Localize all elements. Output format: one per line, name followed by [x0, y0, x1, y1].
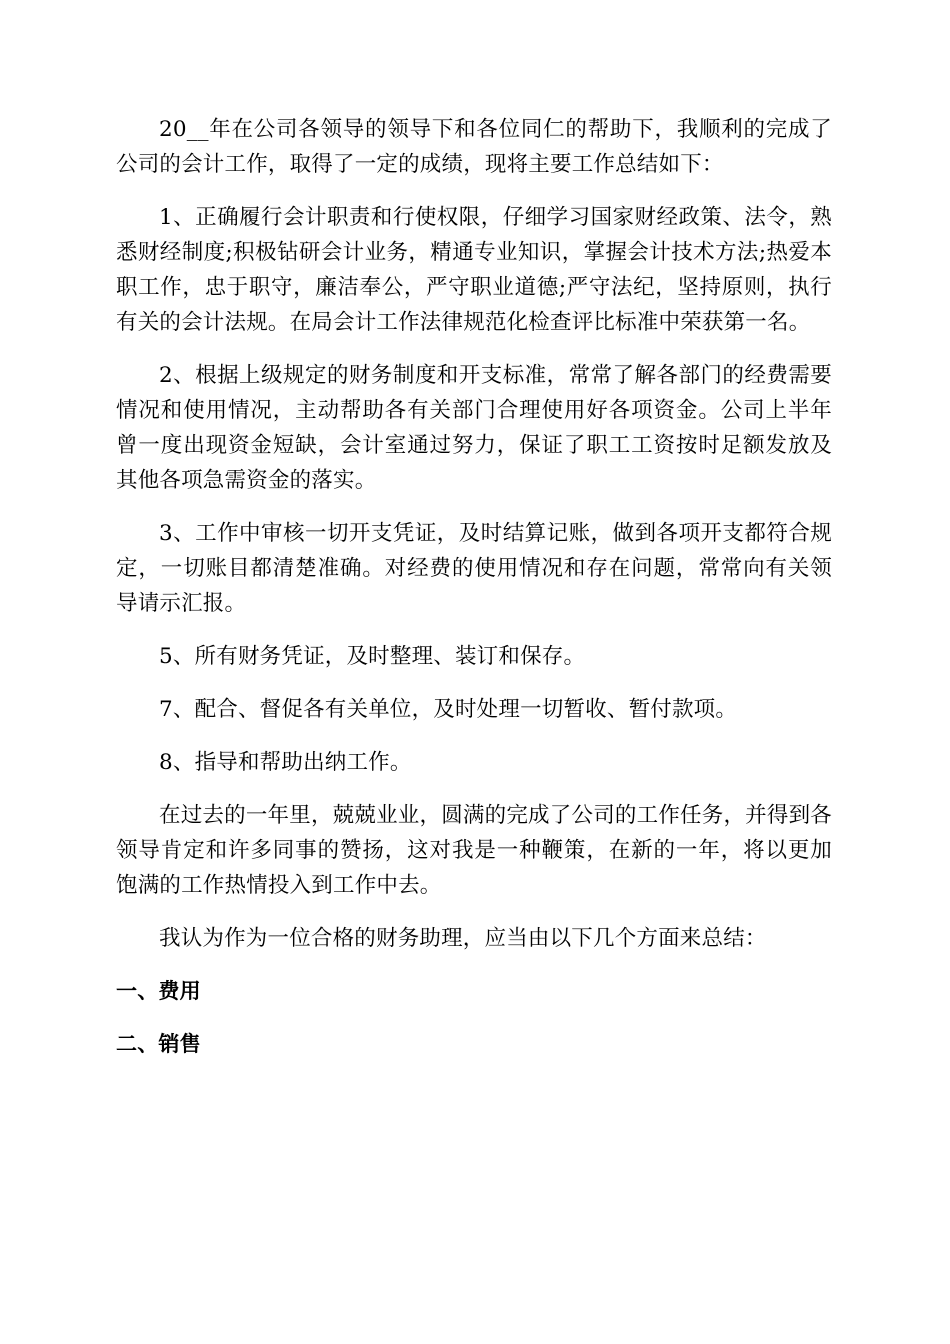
- paragraph-conclusion: 在过去的一年里，兢兢业业，圆满的完成了公司的工作任务，并得到各领导肯定和许多同事的赞扬，这对我是一种鞭策，在新的一年，将以更加饱满的工作热情投入到工作中去。: [116, 803, 832, 898]
- section-heading-expenses: 一、费用: [116, 979, 201, 1003]
- paragraph-item-5: 5、所有财务凭证，及时整理、装订和保存。: [159, 644, 586, 669]
- paragraph-item-2: 2、根据上级规定的财务制度和开支标准，常常了解各部门的经费需要情况和使用情况，主动帮助各有关部门合理使用好各项资金。公司上半年曾一度出现资金短缺，会计室通过努力，保证了职工工资按时足额发放及其他各项急需资金的落实。: [116, 363, 832, 493]
- section-heading-sales: 二、销售: [116, 1032, 201, 1056]
- paragraph-item-8: 8、指导和帮助出纳工作。: [159, 750, 412, 775]
- paragraph-item-3: 3、工作中审核一切开支凭证，及时结算记账，做到各项开支都符合规定，一切账目都清楚准确。对经费的使用情况和存在问题，常常向有关领导请示汇报。: [116, 521, 832, 616]
- paragraph-item-7: 7、配合、督促各有关单位，及时处理一切暂收、暂付款项。: [159, 697, 738, 722]
- document-body: [116, 112, 832, 1080]
- paragraph-intro: 20__年在公司各领导的领导下和各位同仁的帮助下，我顺利的完成了公司的会计工作，取得了一定的成绩，现将主要工作总结如下：: [116, 117, 832, 177]
- paragraph-item-1: 1、正确履行会计职责和行使权限，仔细学习国家财经政策、法令，熟悉财经制度;积极钻研会计业务，精通专业知识，掌握会计技术方法;热爱本职工作，忠于职守，廉洁奉公，严守职业道德;严守法纪，坚持原则，执行有关的会计法规。在局会计工作法律规范化检查评比标准中荣获第一名。: [116, 205, 832, 335]
- paragraph-summary-intro: 我认为作为一位合格的财务助理，应当由以下几个方面来总结：: [159, 926, 767, 951]
